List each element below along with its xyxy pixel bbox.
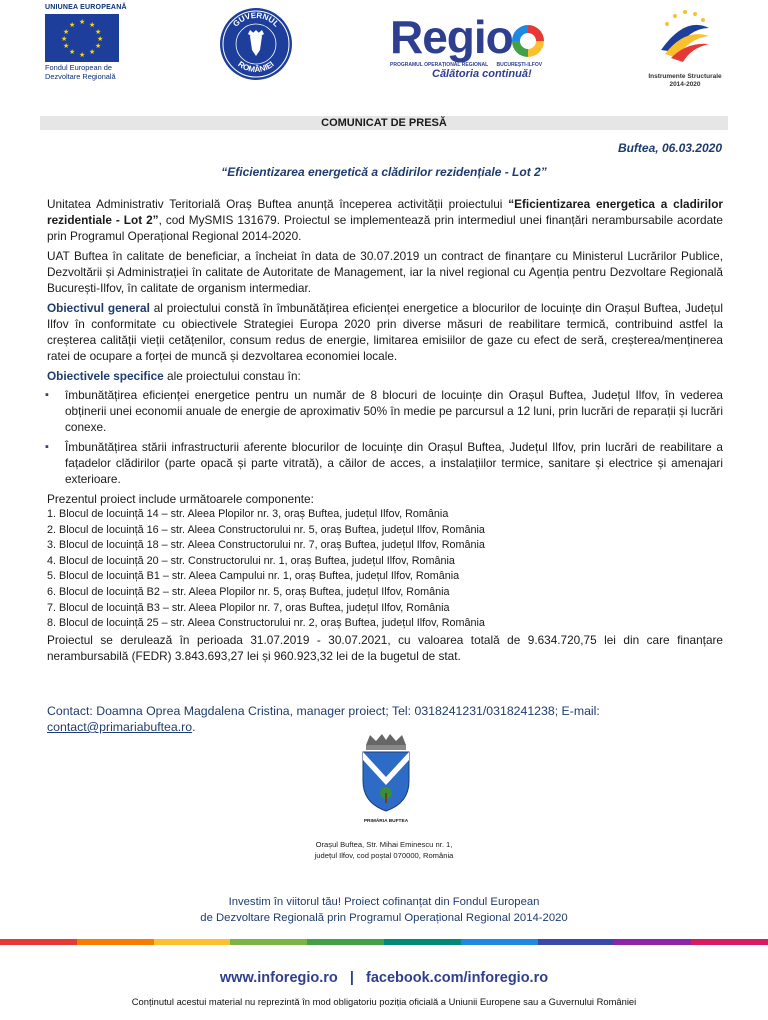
rainbow-segment	[384, 939, 461, 945]
regio-color-wheel-icon	[511, 24, 545, 58]
eu-caption-line: Fondul European de	[45, 63, 112, 72]
government-seal-icon	[218, 6, 294, 82]
paragraph-contract: UAT Buftea în calitate de beneficiar, a încheiat în data de 30.07.2019 un contract de finanțare cu Ministerul Lucrărilor Publice, Dezvoltării și Administrației în calitate de Autoritate de Management, iar la nivel regional cu Agenția pentru Dezvoltare Regională București-Ilfov, în calitate de organism intermediar.	[47, 249, 723, 295]
specific-objectives-label: Obiectivele specifice	[47, 369, 164, 383]
paragraph-intro	[47, 196, 723, 244]
press-release-body	[47, 196, 723, 668]
paragraph-period-value: Proiectul se derulează în perioada 31.07.2019 - 30.07.2021, cu valoarea totală de 9.634.720,75 lei din care finanțare nerambursabilă (FEDR) 3.843.693,27 lei și 960.923,32 lei de la bugetul de stat.	[47, 632, 723, 663]
contact-block	[47, 703, 723, 735]
contact-text: Contact: Doamna Oprea Magdalena Cristina, manager proiect; Tel: 0318241231/0318241238; E-mail:	[47, 704, 600, 718]
eu-logo	[45, 4, 130, 81]
text-run: al proiectului constă în îmbunătățirea eficienței energetice a blocurilor de locuințe din Orașul Buftea, Județul Ilfov în conformitate cu obiectivele Strategiei Europa 2020 prin diverse măsuri de reabilitare termică, contribuind astfel la creșterea calității vieții cetățenilor, consum redus de energie, limitarea emisiilor de gaze cu efect de seră, creșterea/menținerea ratei de ocupare a forței de muncă și dezvoltarea economiei locale.	[47, 301, 723, 363]
buftea-crest	[358, 733, 414, 823]
address-block	[0, 839, 768, 861]
regio-program: PROGRAMUL OPERAȚIONAL REGIONAL	[390, 62, 489, 68]
text-run: , cod MySMIS 131679. Proiectul se implementează prin intermediul unei finanțări nerambursabile acordate prin Programul Operațional Regional 2014-2020.	[47, 213, 723, 243]
rainbow-divider	[0, 939, 768, 945]
project-title: “Eficientizarea energetică a clădirilor rezidențiale - Lot 2”	[221, 165, 547, 179]
rainbow-segment	[230, 939, 307, 945]
address-line: Orașul Buftea, Str. Mihai Eminescu nr. 1,	[315, 840, 453, 849]
dateline: Buftea, 06.03.2020	[617, 141, 722, 155]
text-run: Unitatea Administrativ Teritorială Oraș Buftea anunță începerea activității proiectului	[47, 197, 509, 211]
objective-bullet: ▪ îmbunătățirea eficienței energetice pentru un număr de 8 blocuri de locuințe din Orașul Buftea, Județul Ilfov, în vederea obținerii unei economii anuale de energie de aproximativ 50% în medie pe parcursul a 12 luni, prin lucrări de reparații și lucrări conexe.	[47, 387, 723, 435]
funding-line: Investim în viitorul tău! Proiect cofinanțat din Fondul European	[228, 896, 540, 908]
text-run: ale proiectului constau în:	[163, 369, 301, 383]
funding-statement	[0, 895, 768, 926]
list-item: 7. Blocul de locuință B3 – str. Aleea Plopilor nr. 7, oras Buftea, județul Ilfov, România	[47, 601, 450, 614]
inforegio-web-links[interactable]: www.inforegio.ro | facebook.com/inforegio.ro	[219, 970, 549, 986]
structural-instruments-caption	[645, 73, 725, 89]
is-caption-line: 2014-2020	[669, 81, 701, 88]
eu-logo-caption	[45, 64, 130, 81]
rainbow-segment	[154, 939, 231, 945]
components-intro: Prezentul proiect include următoarele componente:	[47, 492, 314, 506]
objective-bullet: ▪ Îmbunătățirea stării infrastructurii aferente blocurilor de locuințe din Orașul Buftea, Județul Ilfov, prin lucrări de reabilitare a fațadelor clădirilor (parte opacă și parte vitrată), a căilor de acces, a instalațiilor termice, sanitare și electrice și amenajari exterioare.	[47, 439, 723, 487]
structural-instruments-icon	[655, 6, 715, 66]
regio-region: BUCUREȘTI-ILFOV	[496, 62, 543, 68]
regio-wordmark: Regio	[390, 11, 513, 63]
list-item: 2. Blocul de locuință 16 – str. Aleea Constructorului nr. 5, oraș Buftea, județul Ilfov, România	[47, 523, 485, 536]
components-list	[47, 507, 723, 632]
eu-logo-title: UNIUNEA EUROPEANĂ	[45, 4, 127, 11]
paragraph-general-objective	[47, 300, 723, 364]
disclaimer: Conținutul acestui material nu reprezintă în mod obligatoriu poziția oficială a Uniunii Europene sau a Guvernului României	[131, 996, 637, 1007]
eu-flag-icon: ★ ★ ★ ★ ★ ★ ★ ★ ★ ★ ★ ★	[45, 14, 119, 62]
regio-tagline: Călătoria continuă!	[432, 68, 532, 80]
rainbow-segment	[461, 939, 538, 945]
svg-text:GUVERNUL: GUVERNUL	[231, 10, 281, 29]
list-item: 5. Blocul de locuință B1 – str. Aleea Campului nr. 1, oraș Buftea, județul Ilfov, România	[47, 570, 460, 583]
rainbow-segment	[691, 939, 768, 945]
regio-logo	[390, 11, 550, 84]
eu-caption-line: Dezvoltare Regională	[45, 71, 116, 81]
rainbow-segment	[307, 939, 384, 945]
general-objective-label: Obiectivul general	[47, 301, 150, 315]
logo-header	[0, 0, 768, 105]
address-line: județul Ilfov, cod poștal 070000, România	[314, 851, 454, 860]
list-item: 6. Blocul de locuință B2 – str. Aleea Plopilor nr. 5, oraș Buftea, județul Ilfov, România	[47, 585, 450, 598]
list-item: 3. Blocul de locuință 18 – str. Aleea Constructorului nr. 7, oraș Buftea, județul Ilfov, România	[47, 539, 485, 552]
list-item: 1. Blocul de locuință 14 – str. Aleea Plopilor nr. 3, oraș Buftea, județul Ilfov, România	[47, 508, 449, 520]
press-release-heading: COMUNICAT DE PRESĂ	[40, 116, 728, 130]
funding-line: de Dezvoltare Regională prin Programul Operațional Regional 2014-2020	[200, 911, 568, 924]
rainbow-segment	[614, 939, 691, 945]
rainbow-segment	[77, 939, 154, 945]
list-item: 8. Blocul de locuință 25 – str. Aleea Constructorului nr. 2, oraș Buftea, județul Ilfov, România	[47, 617, 485, 630]
contact-email-link[interactable]: contact@primariabuftea.ro	[47, 720, 193, 734]
svg-text:ROMÂNIEI: ROMÂNIEI	[236, 59, 276, 75]
rainbow-segment	[538, 939, 615, 945]
paragraph-specific-objectives	[47, 368, 723, 384]
list-item: 4. Blocul de locuință 20 – str. Constructorului nr. 1, oraș Buftea, județul Ilfov, România	[47, 554, 455, 567]
crest-caption: PRIMĂRIA BUFTEA	[363, 819, 409, 824]
text-run: .	[192, 720, 196, 734]
is-caption-line: Instrumente Structurale	[648, 73, 722, 80]
structural-instruments-logo	[645, 6, 725, 96]
government-seal-logo	[218, 6, 294, 82]
rainbow-segment	[0, 939, 77, 945]
coat-of-arms-icon	[358, 733, 414, 813]
project-name-bold: “Eficientizarea energetica a cladirilor rezidentiale - Lot 2”	[47, 197, 723, 227]
